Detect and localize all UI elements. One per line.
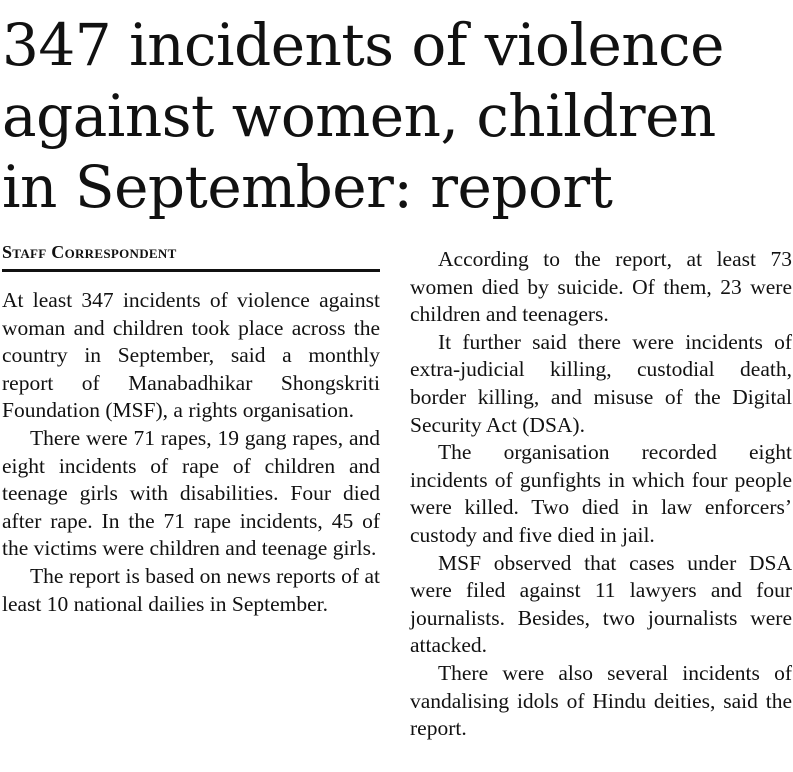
article-column-left [2, 287, 380, 618]
paragraph-rapes: There were 71 rapes, 19 gang rapes, and eight incidents of rape of children and teenage girls with disabilities. Four died after rape. In the 71 rape incidents, 45 of the victims were children and teenage girls. [2, 425, 380, 561]
paragraph-killings: It further said there were incidents of extra-judicial killing, custodial death, border killing, and misuse of the Digital Security Act (DSA). [410, 329, 792, 437]
headline [2, 10, 791, 223]
headline-line-1: 347 incidents of violence [2, 11, 724, 79]
paragraph-vandalism: There were also several incidents of vandalising idols of Hindu deities, said the report. [410, 660, 792, 741]
paragraph-suicide: According to the report, at least 73 women died by suicide. Of them, 23 were children and teenagers. [410, 247, 792, 327]
headline-line-2: against women, children [2, 82, 716, 150]
paragraph-intro: At least 347 incidents of violence against woman and children took place across the country in September, said a monthly report of Manabadhikar Shongskriti Foundation (MSF), a rights organisation. [2, 288, 380, 423]
headline-line-3: in September: report [2, 153, 613, 221]
paragraph-dsa-cases: MSF observed that cases under DSA were filed against 11 lawyers and four journalists. Besides, two journalists were attacked. [410, 550, 792, 658]
article-column-right [410, 246, 792, 743]
paragraph-gunfights: The organisation recorded eight incidents of gunfights in which four people were killed. Two died in law enforcers’ custody and five died in jail. [410, 440, 792, 547]
byline: Staff Correspondent [2, 242, 380, 272]
paragraph-sources: The report is based on news reports of at least 10 national dailies in September. [2, 563, 380, 616]
